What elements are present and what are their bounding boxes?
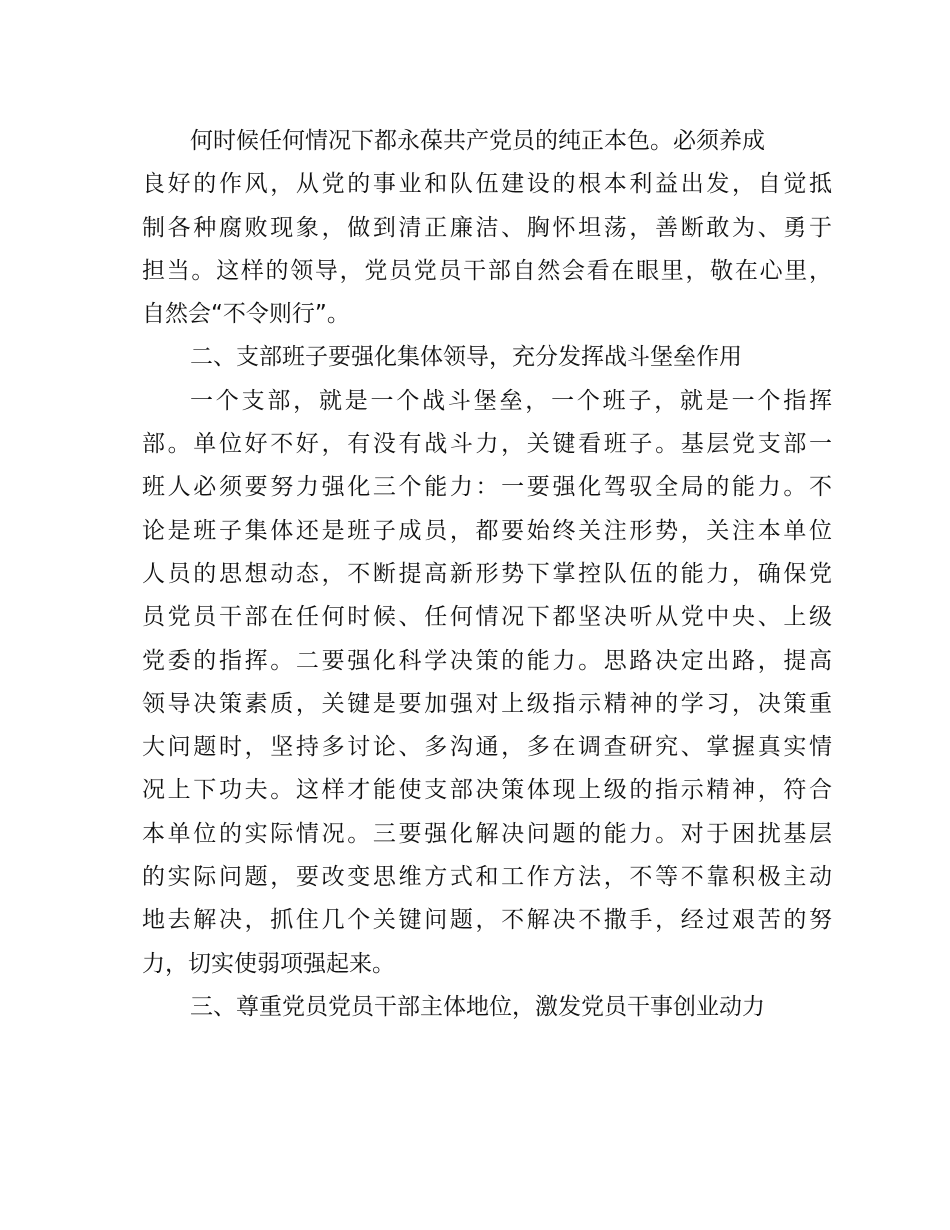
paragraph-branch-leadership: [142, 380, 832, 986]
text-line: 力，切实使弱项强起来。: [142, 950, 395, 977]
section-heading-2: [142, 336, 832, 379]
text-line: 员党员干部在任何时候、任何情况下都坚决听从党中央、上级: [142, 604, 832, 631]
text-line: 党委的指挥。二要强化科学决策的能力。思路决定出路，提高: [142, 647, 832, 674]
text-line: 人员的思想动态，不断提高新形势下掌控队伍的能力，确保党: [142, 560, 832, 587]
text-line: 大问题时，坚持多讨论、多沟通，多在调查研究、掌握真实情: [142, 734, 832, 761]
text-line: 领导决策素质，关键是要加强对上级指示精神的学习，决策重: [142, 690, 832, 717]
section-heading-3: [142, 986, 832, 1029]
text-line: 班人必须要努力强化三个能力：一要强化驾驭全局的能力。不: [142, 474, 832, 501]
heading-line: 三、尊重党员党员干部主体地位，激发党员干事创业动力: [190, 993, 765, 1020]
text-line: 担当。这样的领导，党员党员干部自然会看在眼里，敬在心里，: [142, 257, 832, 284]
text-line: 况上下功夫。这样才能使支部决策体现上级的指示精神，符合: [142, 777, 832, 804]
text-line: 地去解决，抓住几个关键问题，不解决不撒手，经过艰苦的努: [142, 907, 832, 934]
heading-line: 二、支部班子要强化集体领导，充分发挥战斗堡垒作用: [190, 344, 742, 371]
text-line: 论是班子集体还是班子成员，都要始终关注形势，关注本单位: [142, 517, 832, 544]
text-line: 的实际问题，要改变思维方式和工作方法，不等不靠积极主动: [142, 864, 832, 891]
text-line: 制各种腐败现象，做到清正廉洁、胸怀坦荡，善断敢为、勇于: [142, 214, 832, 241]
text-line: 良好的作风，从党的事业和队伍建设的根本利益出发，自觉抵: [142, 171, 832, 198]
document-body: [142, 120, 832, 1029]
text-line: 本单位的实际情况。三要强化解决问题的能力。对于困扰基层: [142, 820, 832, 847]
text-line: 何时候任何情况下都永葆共产党员的纯正本色。必须养成: [190, 128, 765, 154]
text-line: 自然会“不令则行”。: [142, 301, 350, 328]
paragraph-leadership-style: [142, 120, 832, 336]
text-line: 一个支部，就是一个战斗堡垒，一个班子，就是一个指挥: [190, 387, 832, 414]
text-line: 部。单位好不好，有没有战斗力，关键看班子。基层党支部一: [142, 431, 832, 458]
